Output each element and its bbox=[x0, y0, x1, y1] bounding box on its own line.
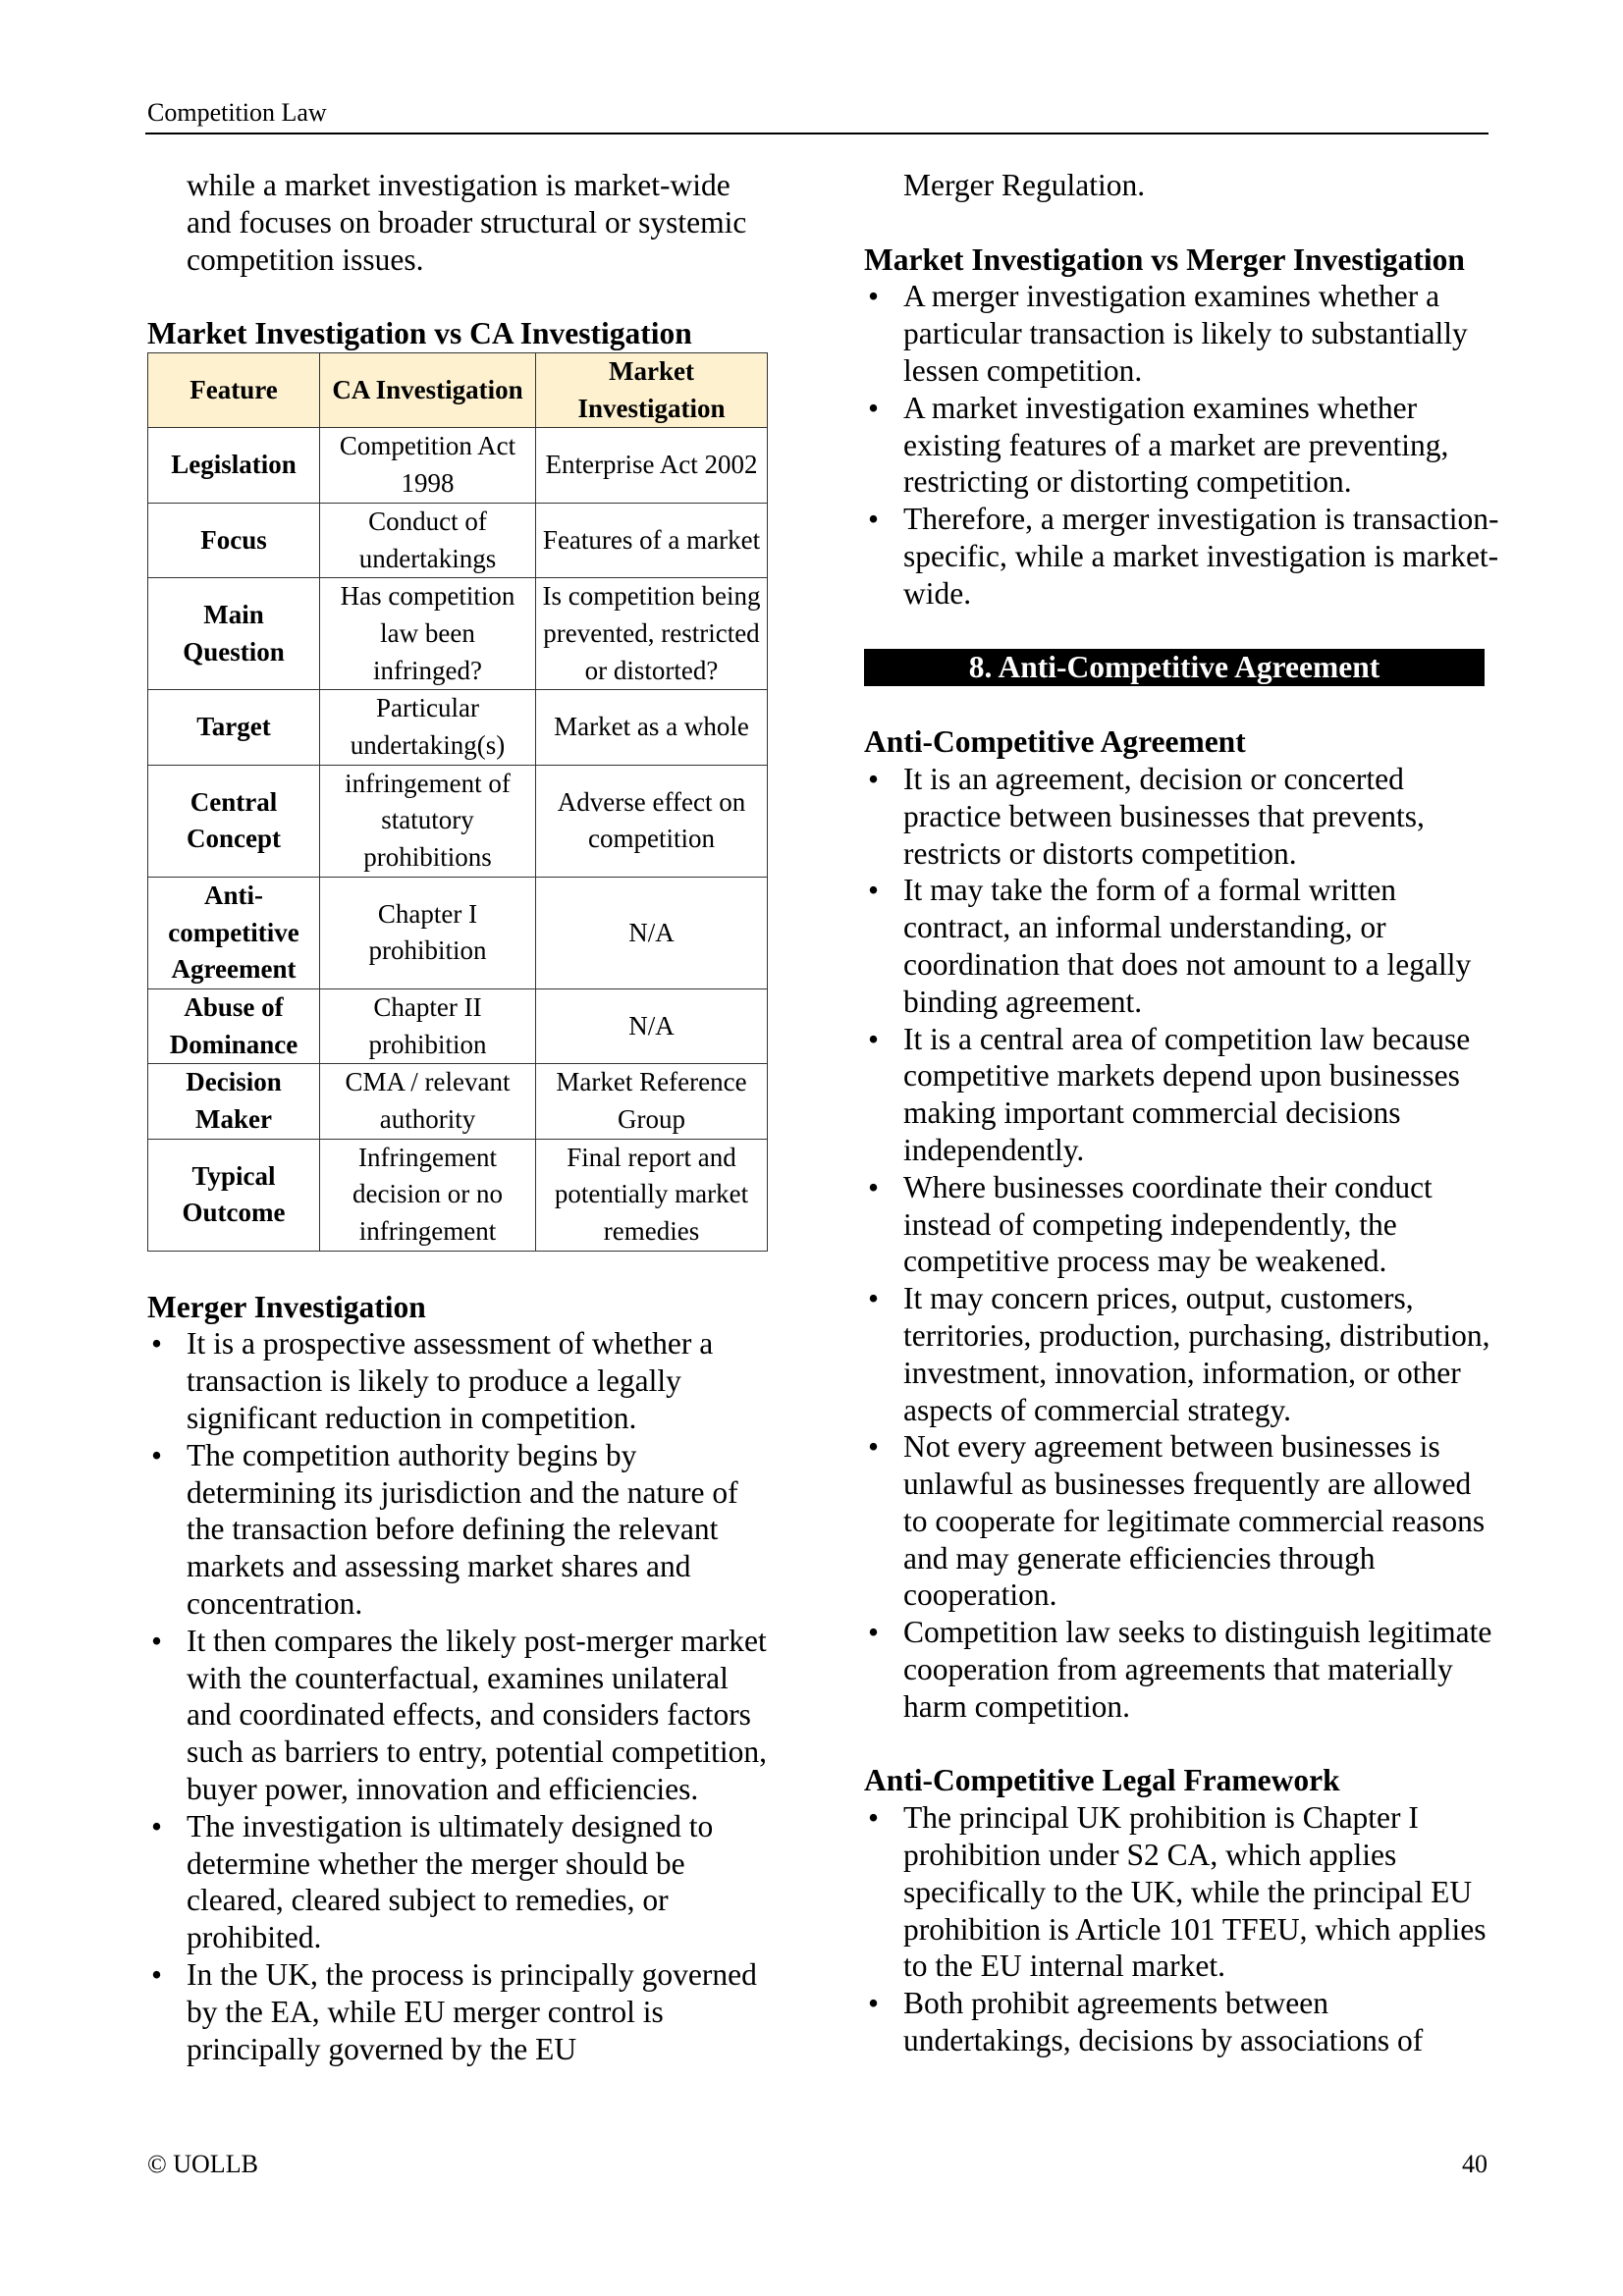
ca-cell: Conduct of undertakings bbox=[320, 503, 536, 577]
row-feature: Main Question bbox=[148, 578, 320, 690]
row-feature: Target bbox=[148, 690, 320, 765]
list-item: • In the UK, the process is principally governed by the EA, while EU merger control is principally governed by the EU bbox=[147, 1956, 776, 2067]
row-feature: Abuse of Dominance bbox=[148, 988, 320, 1063]
row-feature: Legislation bbox=[148, 428, 320, 503]
mvm-heading: Market Investigation vs Merger Investigation bbox=[864, 241, 1465, 277]
list-item: • A market investigation examines whether existing features of a market are preventing, restricting or distorting competition. bbox=[864, 390, 1502, 501]
comparison-table bbox=[147, 352, 768, 1252]
ca-cell: Competition Act 1998 bbox=[320, 428, 536, 503]
table-row bbox=[148, 578, 768, 690]
list-item: • Therefore, a merger investigation is transaction-specific, while a market investigation is market-wide. bbox=[864, 501, 1502, 612]
framework-heading: Anti-Competitive Legal Framework bbox=[864, 1763, 1340, 1798]
table-row bbox=[148, 503, 768, 577]
aca-heading: Anti-Competitive Agreement bbox=[864, 724, 1246, 760]
continuation-text: while a market investigation is market-wide and focuses on broader structural or systemic competition issues. bbox=[187, 168, 747, 277]
market-cell: Features of a market bbox=[536, 503, 768, 577]
column-header: CA Investigation bbox=[320, 352, 536, 427]
market-cell: Final report and potentially market remedies bbox=[536, 1139, 768, 1251]
mvm-bullet-list bbox=[864, 278, 1502, 612]
table-row bbox=[148, 1064, 768, 1139]
table-row bbox=[148, 428, 768, 503]
page-number: 40 bbox=[1462, 2150, 1488, 2178]
list-item: • It is a central area of competition law because competitive markets depend upon businesses making important commercial decisions independently. bbox=[864, 1021, 1502, 1169]
section-banner: 8. Anti-Competitive Agreement bbox=[864, 649, 1485, 686]
list-item: • It then compares the likely post-merger market with the counterfactual, examines unilateral and coordinated effects, and considers factors such as barriers to entry, potential competition, buyer power, innovation and efficiencies. bbox=[147, 1623, 776, 1808]
table-heading: Market Investigation vs CA Investigation bbox=[147, 316, 692, 351]
market-cell: N/A bbox=[536, 988, 768, 1063]
right-column bbox=[864, 167, 1502, 2059]
column-header: Feature bbox=[148, 352, 320, 427]
market-cell: N/A bbox=[536, 877, 768, 988]
list-item: • The principal UK prohibition is Chapter I prohibition under S2 CA, which applies specifically to the UK, while the principal EU prohibition is Article 101 TFEU, which applies to the EU internal market. bbox=[864, 1799, 1502, 1985]
ca-cell: CMA / relevant authority bbox=[320, 1064, 536, 1139]
list-item: • Where businesses coordinate their conduct instead of competing independently, the competitive process may be weakened. bbox=[864, 1169, 1502, 1280]
list-item: • It may take the form of a formal written contract, an informal understanding, or coordination that does not amount to a legally binding agreement. bbox=[864, 872, 1502, 1020]
list-item: • Not every agreement between businesses is unlawful as businesses frequently are allowed to cooperate for legitimate commercial reasons and may generate efficiencies through cooperation. bbox=[864, 1428, 1502, 1614]
row-feature: Central Concept bbox=[148, 765, 320, 877]
table-row bbox=[148, 690, 768, 765]
list-item: • A merger investigation examines whether a particular transaction is likely to substantially lessen competition. bbox=[864, 278, 1502, 389]
market-cell: Market Reference Group bbox=[536, 1064, 768, 1139]
merger-bullet-list bbox=[147, 1325, 776, 2067]
list-item: • It is an agreement, decision or concerted practice between businesses that prevents, restricts or distorts competition. bbox=[864, 761, 1502, 872]
ca-cell: Has competition law been infringed? bbox=[320, 578, 536, 690]
ca-cell: Infringement decision or no infringement bbox=[320, 1139, 536, 1251]
column-header: Market Investigation bbox=[536, 352, 768, 427]
list-item: • The investigation is ultimately designed to determine whether the merger should be cleared, cleared subject to remedies, or prohibited. bbox=[147, 1808, 776, 1956]
market-cell: Adverse effect on competition bbox=[536, 765, 768, 877]
list-item: • It is a prospective assessment of whether a transaction is likely to produce a legally significant reduction in competition. bbox=[147, 1325, 776, 1436]
framework-bullet-list bbox=[864, 1799, 1502, 2059]
row-feature: Typical Outcome bbox=[148, 1139, 320, 1251]
table-row bbox=[148, 1139, 768, 1251]
row-feature: Decision Maker bbox=[148, 1064, 320, 1139]
list-item: • Both prohibit agreements between undertakings, decisions by associations of bbox=[864, 1985, 1502, 2059]
list-item: • It may concern prices, output, customers, territories, production, purchasing, distribution, investment, innovation, information, or other aspects of commercial strategy. bbox=[864, 1280, 1502, 1428]
list-item: • The competition authority begins by determining its jurisdiction and the nature of the transaction before defining the relevant markets and assessing market shares and concentration. bbox=[147, 1437, 776, 1623]
table-row bbox=[148, 877, 768, 988]
table-row bbox=[148, 988, 768, 1063]
table-header-row bbox=[148, 352, 768, 427]
table-row bbox=[148, 765, 768, 877]
ca-cell: Chapter II prohibition bbox=[320, 988, 536, 1063]
ca-cell: Particular undertaking(s) bbox=[320, 690, 536, 765]
market-cell: Market as a whole bbox=[536, 690, 768, 765]
copyright: © UOLLB bbox=[147, 2150, 258, 2178]
market-cell: Is competition being prevented, restricted or distorted? bbox=[536, 578, 768, 690]
list-item: • Competition law seeks to distinguish legitimate cooperation from agreements that materially harm competition. bbox=[864, 1614, 1502, 1725]
row-feature: Anti-competitive Agreement bbox=[148, 877, 320, 988]
continuation-text: Merger Regulation. bbox=[903, 168, 1146, 202]
ca-cell: infringement of statutory prohibitions bbox=[320, 765, 536, 877]
header-rule bbox=[145, 133, 1488, 134]
row-feature: Focus bbox=[148, 503, 320, 577]
merger-heading: Merger Investigation bbox=[147, 1289, 426, 1324]
ca-cell: Chapter I prohibition bbox=[320, 877, 536, 988]
market-cell: Enterprise Act 2002 bbox=[536, 428, 768, 503]
left-column bbox=[147, 167, 776, 2067]
aca-bullet-list bbox=[864, 761, 1502, 1726]
running-header: Competition Law bbox=[147, 98, 327, 127]
